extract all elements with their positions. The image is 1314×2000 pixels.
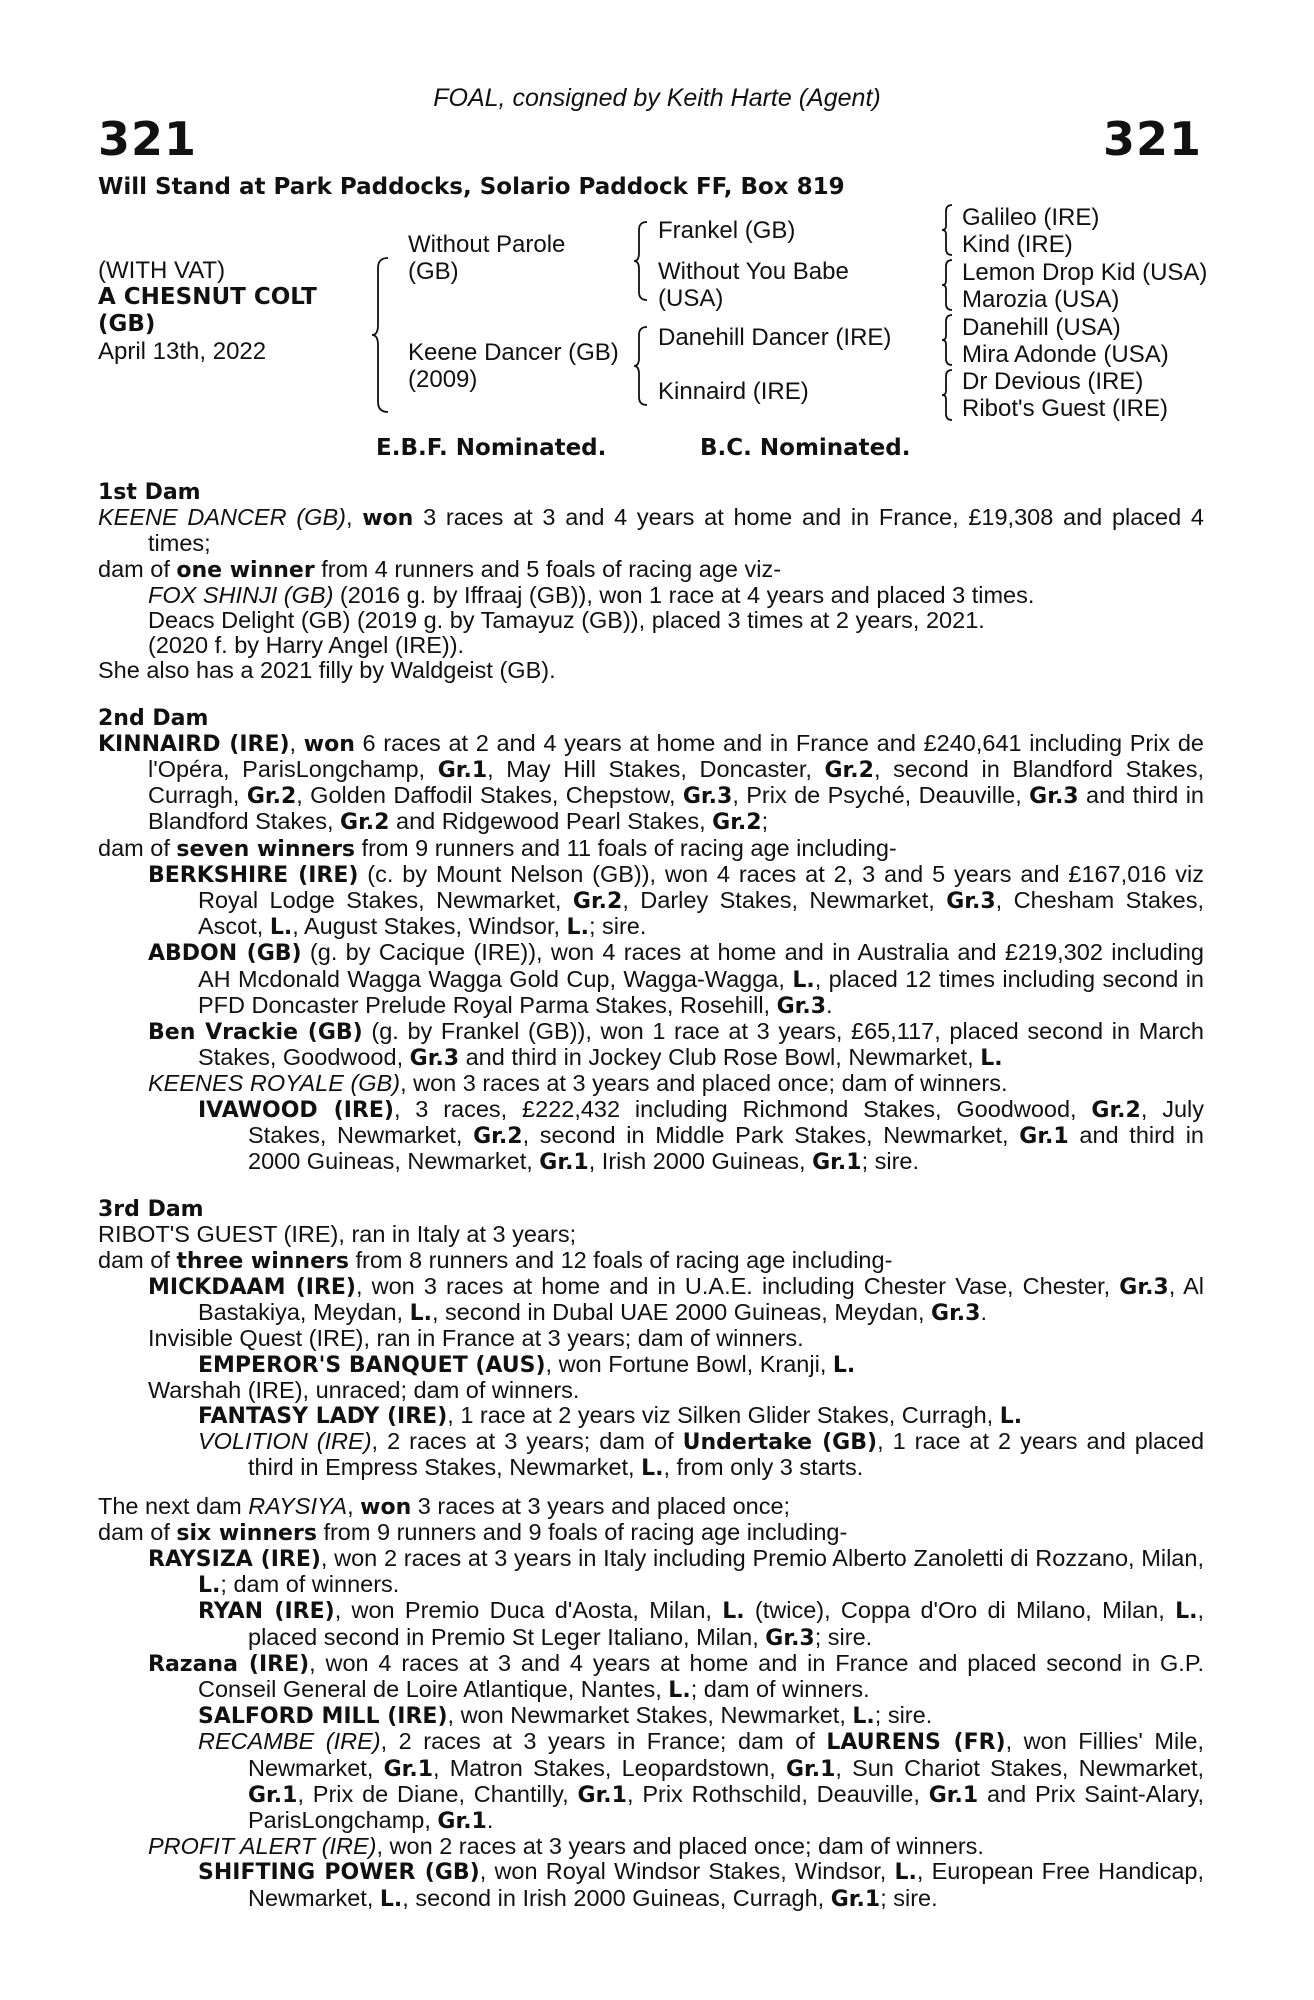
foaling-date: April 13th, 2022 — [98, 338, 267, 365]
produce-item: ABDON (GB) (g. by Cacique (IRE)), won 4 races at home and in Australia and £219,302 including AH Mcdonald Wagga Wagga Gold Cup, Wagga-Wagga, L., placed 12 times including second in PFD Doncaster Prelude Royal Parma Stakes, Rosehill, Gr.3. — [148, 939, 1204, 1019]
sire-origin: (GB) — [408, 258, 459, 285]
first-dam-note: She also has a 2021 filly by Waldgeist (GB). — [98, 657, 556, 684]
sire-dam-name: Without You Babe — [658, 258, 849, 285]
produce-item: MICKDAAM (IRE), won 3 races at home and in U.A.E. including Chester Vase, Chester, Gr.3, Al Bastakiya, Meydan, L., second in Dubal UAE 2000 Guineas, Meydan, Gr.3. — [148, 1272, 1204, 1327]
ebf-nomination: E.B.F. Nominated. — [376, 435, 607, 461]
sire-name: Without Parole — [408, 231, 566, 258]
brace-gen3-1 — [940, 203, 954, 257]
produce-item: BERKSHIRE (IRE) (c. by Mount Nelson (GB)), won 4 races at 2, 3 and 5 years and £167,016 viz Royal Lodge Stakes, Newmarket, Gr.2, Darley Stakes, Newmarket, Gr.3, Chesham Stakes, Ascot, L., August Stakes, Windsor, L.; sire. — [148, 860, 1204, 941]
dam-sire: Danehill Dancer (IRE) — [658, 324, 892, 351]
pedigree-brace-sire — [632, 220, 650, 302]
third-dam-heading: 3rd Dam — [98, 1197, 204, 1223]
gen3-sire-dam-dam: Marozia (USA) — [962, 286, 1120, 313]
first-dam-record: KEENE DANCER (GB), won 3 races at 3 and 4 years at home and in France, £19,308 and placed 4 times; — [98, 504, 1204, 557]
produce-item: EMPEROR'S BANQUET (AUS), won Fortune Bowl, Kranji, L. — [198, 1350, 856, 1378]
produce-item: RECAMBE (IRE), 2 races at 3 years in France; dam of LAURENS (FR), won Fillies' Mile, Newmarket, Gr.1, Matron Stakes, Leopardstown, Gr.1, Sun Chariot Stakes, Newmarket, Gr.1, Prix de Diane, Chantilly, Gr.1, Prix Rothschild, Deauville, Gr.1 and Prix Saint-Alary, ParisLongchamp, Gr.1. — [198, 1728, 1205, 1834]
horse-origin: (GB) — [98, 311, 156, 337]
fourth-dam-produce-summary: dam of six winners from 9 runners and 9 foals of racing age including- — [98, 1518, 848, 1546]
produce-item: PROFIT ALERT (IRE), won 2 races at 3 years and placed once; dam of winners. — [148, 1833, 984, 1860]
consignor-line: FOAL, consigned by Keith Harte (Agent) — [433, 84, 881, 112]
second-dam-record: KINNAIRD (IRE), won 6 races at 2 and 4 years at home and in France and £240,641 including Prix de l'Opéra, ParisLongchamp, Gr.1, May Hill Stakes, Doncaster, Gr.2, second in Blandford Stakes, Curragh, Gr.2, Golden Daffodil Stakes, Chepstow, Gr.3, Prix de Psyché, Deauville, Gr.3 and third in Blandford Stakes, Gr.2 and Ridgewood Pearl Stakes, Gr.2; — [98, 729, 1204, 836]
gen3-dam-sire-dam: Mira Adonde (USA) — [962, 341, 1169, 368]
dam-year: (2009) — [408, 366, 478, 393]
sire-dam-origin: (USA) — [658, 285, 724, 312]
pedigree-brace-dam — [632, 325, 650, 407]
lot-number-right: 321 — [1102, 112, 1202, 166]
produce-item: FOX SHINJI (GB) (2016 g. by Iffraaj (GB)), won 1 race at 4 years and placed 3 times. — [148, 581, 1035, 608]
second-dam-produce-summary: dam of seven winners from 9 runners and 11 foals of racing age including- — [98, 834, 897, 862]
produce-item: SALFORD MILL (IRE), won Newmarket Stakes, Newmarket, L.; sire. — [198, 1702, 933, 1730]
produce-item: RYAN (IRE), won Premio Duca d'Aosta, Milan, L. (twice), Coppa d'Oro di Milano, Milan, L., placed second in Premio St Leger Italiano, Milan, Gr.3; sire. — [198, 1597, 1204, 1651]
produce-item: RAYSIZA (IRE), won 2 races at 3 years in Italy including Premio Alberto Zanoletti di Rozzano, Milan, L.; dam of winners. — [148, 1544, 1204, 1599]
first-dam-produce-summary: dam of one winner from 4 runners and 5 foals of racing age viz- — [98, 555, 782, 583]
produce-item: Invisible Quest (IRE), ran in France at 3 years; dam of winners. — [148, 1325, 804, 1352]
horse-name: A CHESNUT COLT — [98, 284, 317, 310]
dam-dam: Kinnaird (IRE) — [658, 378, 809, 405]
third-dam-produce-summary: dam of three winners from 8 runners and 12 foals of racing age including- — [98, 1246, 893, 1274]
first-dam-heading: 1st Dam — [98, 480, 201, 505]
produce-item: Razana (IRE), won 4 races at 3 and 4 years at home and in France and placed second in G.P. Conseil General de Loire Atlantique, Nantes, L.; dam of winners. — [148, 1649, 1204, 1703]
bc-nomination: B.C. Nominated. — [700, 435, 911, 461]
pedigree-brace-main — [370, 256, 392, 414]
brace-gen3-4 — [940, 368, 954, 422]
gen3-dam-dam-sire: Dr Devious (IRE) — [962, 368, 1144, 395]
produce-item: SHIFTING POWER (GB), won Royal Windsor Stakes, Windsor, L., European Free Handicap, Newmarket, L., second in Irish 2000 Guineas, Curragh, Gr.1; sire. — [198, 1858, 1204, 1912]
produce-item: VOLITION (IRE), 2 races at 3 years; dam of Undertake (GB), 1 race at 2 years and placed third in Empress Stakes, Newmarket, L., from only 3 starts. — [198, 1428, 1205, 1482]
catalogue-notes — [98, 480, 1204, 1912]
produce-item: Ben Vrackie (GB) (g. by Frankel (GB)), won 1 race at 3 years, £65,117, placed second in March Stakes, Goodwood, Gr.3 and third in Jockey Club Rose Bowl, Newmarket, L. — [148, 1018, 1204, 1072]
fourth-dam-record: The next dam RAYSIYA, won 3 races at 3 years and placed once; — [98, 1492, 791, 1520]
sire-sire: Frankel (GB) — [658, 217, 796, 244]
second-dam-heading: 2nd Dam — [98, 705, 209, 731]
gen3-dam-dam-dam: Ribot's Guest (IRE) — [962, 395, 1168, 422]
gen3-sire-sire-dam: Kind (IRE) — [962, 231, 1073, 258]
produce-item: Warshah (IRE), unraced; dam of winners. — [148, 1376, 580, 1403]
produce-item: IVAWOOD (IRE), 3 races, £222,432 including Richmond Stakes, Goodwood, Gr.2, July Stakes, Newmarket, Gr.2, second in Middle Park Stakes, Newmarket, Gr.1 and third in 2000 Guineas, Newmarket, Gr.1, Irish 2000 Guineas, Gr.1; sire. — [198, 1095, 1205, 1176]
brace-gen3-2 — [940, 258, 954, 312]
produce-item: KEENES ROYALE (GB), won 3 races at 3 years and placed once; dam of winners. — [148, 1070, 1008, 1097]
produce-item: (2020 f. by Harry Angel (IRE)). — [148, 632, 465, 659]
produce-item: Deacs Delight (GB) (2019 g. by Tamayuz (GB)), placed 3 times at 2 years, 2021. — [148, 607, 985, 634]
lot-number-left: 321 — [98, 112, 198, 166]
vat-note: (WITH VAT) — [98, 257, 226, 284]
third-dam-record: RIBOT'S GUEST (IRE), ran in Italy at 3 years; — [98, 1221, 577, 1248]
dam-name: Keene Dancer (GB) — [408, 339, 619, 366]
stabling-line: Will Stand at Park Paddocks, Solario Paddock FF, Box 819 — [98, 174, 845, 200]
brace-gen3-3 — [940, 313, 954, 367]
gen3-sire-dam-sire: Lemon Drop Kid (USA) — [962, 259, 1208, 286]
produce-item: FANTASY LADY (IRE), 1 race at 2 years viz Silken Glider Stakes, Curragh, L. — [198, 1401, 1023, 1429]
gen3-dam-sire-sire: Danehill (USA) — [962, 314, 1121, 341]
gen3-sire-sire-sire: Galileo (IRE) — [962, 204, 1100, 231]
